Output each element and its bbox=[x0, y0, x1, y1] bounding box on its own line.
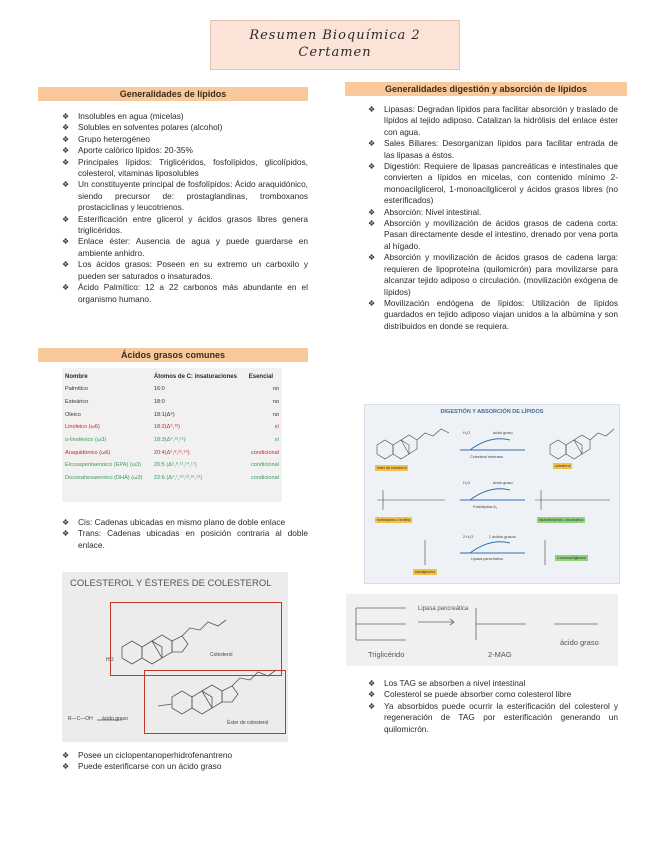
section-heading-digestion: Generalidades digestión y absorción de lípidos bbox=[345, 82, 627, 96]
title-line-2: Certamen bbox=[298, 45, 372, 60]
fatty-acid-label-2: ácido graso bbox=[493, 481, 513, 485]
bullet-item: ❖ Insolubles en agua (micelas) bbox=[62, 111, 308, 122]
digestion-figure-title: DIGESTIÓN Y ABSORCIÓN DE LÍPIDOS bbox=[440, 409, 544, 415]
fatty-acids-table bbox=[62, 368, 282, 502]
table-row bbox=[62, 459, 282, 472]
fa-atoms-cell: 16:0 bbox=[153, 386, 165, 393]
fa-essential-cell: no bbox=[272, 386, 279, 393]
tag-lysophospholipids: lisofosfolípidos o lisolecitina bbox=[539, 518, 584, 522]
cholesterol-list bbox=[62, 750, 308, 773]
table-row bbox=[62, 383, 282, 396]
absorption-list bbox=[368, 678, 618, 735]
bullet-item: ❖ Enlace éster: Ausencia de agua y puede guardarse en ambiente anhidro. bbox=[62, 236, 308, 259]
cholesterol-label: Colesterol bbox=[210, 652, 233, 658]
bullet-item: ❖ Ácido Palmítico: 12 a 22 carbonos más abundante en el organismo humano. bbox=[62, 282, 308, 305]
enzyme-phospholipase: Fosfolipasa A₂ bbox=[473, 505, 498, 509]
fa-name-cell: Esteárico bbox=[65, 399, 89, 406]
bullet-item: ❖ Cis: Cadenas ubicadas en mismo plano de doble enlace bbox=[62, 517, 308, 528]
fa-essential-cell: sí bbox=[274, 424, 279, 431]
enzyme-pancreatic-lipase: Lipasa pancreática bbox=[471, 557, 503, 561]
table-row bbox=[62, 472, 282, 485]
bullet-item: ❖ Solubles en solventes polares (alcohol) bbox=[62, 122, 308, 133]
h2o-label-3: 2 H₂O bbox=[463, 535, 474, 539]
fa-atoms-cell: 20:4(Δ⁵,⁸,¹¹,¹⁴) bbox=[153, 449, 190, 456]
table-row bbox=[62, 421, 282, 434]
fa-name-cell: Palmítico bbox=[65, 386, 89, 393]
bullet-item: ❖ Grupo heterogéneo bbox=[62, 134, 308, 145]
triglyceride-figure bbox=[346, 594, 618, 666]
fa-name-cell: Docosahexaenoico (DHA) (ω3) bbox=[65, 475, 143, 482]
bullet-item: ❖ Absorción y movilización de ácidos grasos de cadena larga: requieren de lipoproteína (quilomicrón) para movilizarse para alcanzar tejido adiposo o circulación. (movilización exógena de lípidos) bbox=[368, 252, 618, 298]
cis-trans-list bbox=[62, 517, 308, 551]
bullet-item: ❖ Digestión: Requiere de lipasas pancreáticas e intestinales que convierten a lípidos en micelas, con contenido mínimo 2-monoacilglicerol, 1-monoacilglicerol y ácidos grasos libres (no esterificados) bbox=[368, 161, 618, 207]
bullet-item: ❖ Absorción: Nivel intestinal. bbox=[368, 207, 618, 218]
fa-atoms-cell: 18:2(Δ⁹,¹²) bbox=[153, 424, 180, 431]
cholesterol-figure-title: COLESTEROL Y ÉSTERES DE COLESTEROL bbox=[70, 578, 272, 589]
fatty-acid-label-3: 2 ácidos grasos bbox=[489, 535, 516, 539]
section-heading-generalidades: Generalidades de lípidos bbox=[38, 87, 308, 101]
table-header-name: Nombre bbox=[65, 374, 88, 380]
bullet-item: ❖ Aporte calórico lípidos: 20-35% bbox=[62, 145, 308, 156]
table-row bbox=[62, 446, 282, 459]
enzyme-cholesterol-esterase: Colesterol esterasa bbox=[470, 455, 503, 459]
fa-name-cell: Eicosapentaenoico (EPA) (ω3) bbox=[65, 462, 142, 469]
triglyceride-label: Triglicérido bbox=[368, 650, 405, 659]
fa-atoms-cell: 22:6 (Δ⁴,⁷,¹⁰,¹³,¹⁶,¹⁹) bbox=[153, 475, 203, 482]
h2o-label-2: H₂O bbox=[463, 481, 471, 485]
fa-essential-cell: no bbox=[272, 411, 279, 418]
tag-cholesterol: colesterol bbox=[555, 464, 571, 468]
title-box bbox=[210, 20, 460, 70]
bullet-item: ❖ Movilización endógena de lípidos: Utilización de lípidos guardados en tejido adiposo viajan unidos a la albúmina y son distribuidos en donde se requiera. bbox=[368, 298, 618, 332]
table-header-atoms: Átomos de C: insaturaciones bbox=[153, 374, 237, 380]
table-row bbox=[62, 396, 282, 409]
h2o-label-1: H₂O bbox=[463, 431, 471, 435]
fa-atoms-cell: 20:5 (Δ⁵,⁸,¹¹,¹⁴,¹⁷) bbox=[153, 462, 197, 469]
bullet-item: ❖ Posee un ciclopentanoperhidrofenantreno bbox=[62, 750, 308, 761]
table-header-essential: Esencial bbox=[248, 374, 274, 380]
pancreatic-lipase-label: Lipasa pancreática bbox=[418, 606, 469, 612]
cholesterol-figure bbox=[62, 572, 288, 742]
digestion-list bbox=[368, 104, 618, 332]
2-mag-label: 2-MAG bbox=[488, 650, 512, 659]
fa-atoms-cell: 18:3(Δ⁹,¹²,¹⁵) bbox=[153, 437, 186, 444]
fa-essential-cell: condicional bbox=[251, 449, 279, 456]
fa-atoms-cell: 18:0 bbox=[153, 399, 165, 406]
title-line-1: Resumen Bioquímica 2 bbox=[249, 28, 421, 43]
fa-name-cell: Linoleico (ω6) bbox=[65, 424, 100, 431]
fa-essential-cell: condicional bbox=[251, 462, 279, 469]
section-heading-acidos-grasos: Ácidos grasos comunes bbox=[38, 348, 308, 362]
bullet-item: ❖ Sales Biliares: Desorganizan lípidos para facilitar entrada de las lipasas a éstos. bbox=[368, 138, 618, 161]
fatty-acid-formula: R—C—OH bbox=[68, 716, 93, 722]
fatty-acid-product-label: ácido graso bbox=[560, 638, 599, 647]
fa-essential-cell: no bbox=[272, 399, 279, 406]
table-row bbox=[62, 408, 282, 421]
table-row bbox=[62, 434, 282, 447]
bullet-item: ❖ Los TAG se absorben a nivel intestinal bbox=[368, 678, 618, 689]
bullet-item: ❖ Principales lípidos: Triglicéridos, fosfolípidos, glicolípidos, colesterol, vitaminas liposolubles bbox=[62, 157, 308, 180]
ho-label: HO bbox=[106, 657, 114, 663]
fa-name-cell: α-linolénico (ω3) bbox=[65, 437, 107, 444]
bullet-item: ❖ Lipasas: Degradan lípidos para facilitar absorción y traslado de lípidos al tejido adiposo. Catalizan la hidrólisis del enlace éster con agua. bbox=[368, 104, 618, 138]
fatty-acid-label: ácido graso bbox=[102, 716, 128, 722]
fa-name-cell: Oleico bbox=[65, 411, 81, 418]
fa-atoms-cell: 18:1(Δ⁹) bbox=[153, 411, 175, 418]
bullet-item: ❖ Los ácidos grasos: Poseen en su extremo un carboxilo y pueden ser saturados o insaturados. bbox=[62, 259, 308, 282]
tag-2-monoacylglycerol: 2-monoacilglicerol bbox=[557, 556, 586, 560]
fa-name-cell: Araquidónico (ω6) bbox=[65, 449, 111, 456]
bullet-item: ❖ Esterificación entre glicerol y ácidos grasos libres genera triglicéridos. bbox=[62, 214, 308, 237]
tag-cholesterol-ester: éster de colesterol bbox=[377, 466, 407, 470]
tag-phospholipids: fosfolípidos o lecitina bbox=[377, 518, 411, 522]
tag-triacylglycerol: triacilglicerol bbox=[415, 570, 435, 574]
bullet-item: ❖ Un constituyente principal de fosfolípidos: Ácido araquidónico, siendo precursor de: prostaglandinas, tromboxanos prostaciclinas y leucotrienos. bbox=[62, 179, 308, 213]
bullet-item: ❖ Colesterol se puede absorber como colesterol libre bbox=[368, 689, 618, 700]
cholesterol-ester-label: Éster de colesterol bbox=[227, 720, 269, 726]
fa-essential-cell: sí bbox=[274, 437, 279, 444]
bullet-item: ❖ Trans: Cadenas ubicadas en posición contraria al doble enlace. bbox=[62, 528, 308, 551]
fatty-acid-label-1: ácido graso bbox=[493, 431, 513, 435]
generalidades-list bbox=[62, 111, 308, 305]
fa-essential-cell: condicional bbox=[251, 475, 279, 482]
bullet-item: ❖ Ya absorbidos puede ocurrir la esterificación del colesterol y regeneración de TAG por esterificación generando un quilomicrón. bbox=[368, 701, 618, 735]
steroid-structure-drawing bbox=[62, 572, 288, 742]
bullet-item: ❖ Puede esterificarse con un ácido graso bbox=[62, 761, 308, 772]
digestion-figure bbox=[364, 404, 620, 584]
bullet-item: ❖ Absorción y movilización de ácidos grasos de cadena corta: Pasan directamente desde el intestino, drenado por vena porta al hígado. bbox=[368, 218, 618, 252]
